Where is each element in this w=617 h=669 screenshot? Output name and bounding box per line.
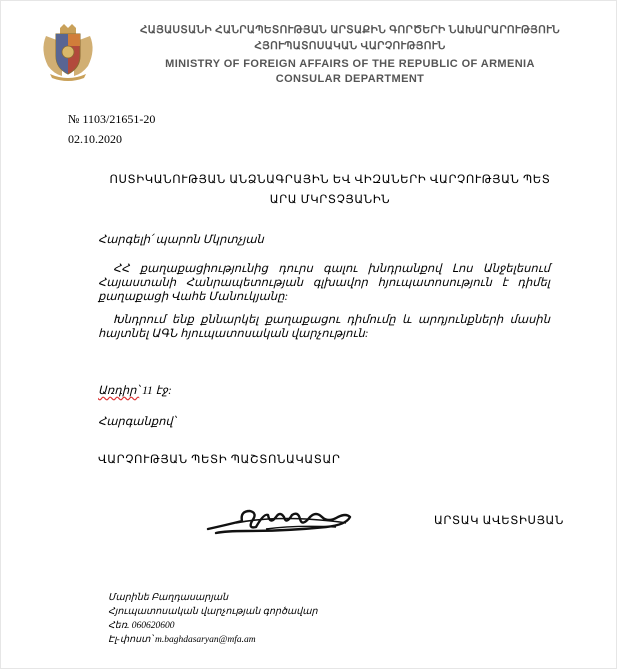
department-name-english: CONSULAR DEPARTMENT [275, 73, 425, 85]
greeting: Հարգելի՛ պարոն Մկրտչյան [98, 234, 264, 246]
body-paragraph-2: Խնդրում ենք քննարկել քաղաքացու դիմումը և արդյունքների մասին հայտնել ԱԳՆ հյուպատոսական վարչություն: [98, 314, 550, 340]
attachment-line [98, 383, 172, 397]
attachment-pages: 11 էջ: [139, 385, 172, 397]
contact-name: Մարինե Բաղդասարյան [108, 593, 229, 603]
signatory-title: ՎԱՐՉՈՒԹՅԱՆ ՊԵՏԻ ՊԱՇՏՈՆԱԿԱՏԱՐ [98, 454, 341, 466]
handwritten-signature [206, 503, 354, 537]
ministry-name-english: MINISTRY OF FOREIGN AFFAIRS OF THE REPUBLIC OF ARMENIA [165, 58, 535, 70]
attachment-label: Առդիր՝ [98, 385, 140, 397]
contact-phone: Հեռ. 060620600 [108, 621, 175, 631]
body-paragraph-1: ՀՀ քաղաքացիությունից դուրս գալու խնդրանքով Լոս Անջելեսում Հայաստանի Հանրապետության գլխավոր հյուպատոսություն է դիմել քաղաքացի Վահե Մանուկյանը: [98, 263, 550, 303]
reference-number: № 1103/21651-20 [68, 112, 156, 126]
ministry-name-armenian: ՀԱՅԱՍՏԱՆԻ ՀԱՆՐԱՊԵՏՈՒԹՅԱՆ ԱՐՏԱՔԻՆ ԳՈՐԾԵՐԻ ՆԱԽԱՐԱՐՈՒԹՅՈՒՆ [139, 24, 560, 36]
addressee-name: ԱՐԱ ՄԿՐՏՉՅԱՆԻՆ [269, 194, 391, 206]
contact-position: Հյուպատոսական վարչության գործավար [108, 607, 318, 617]
signatory-name: ԱՐՏԱԿ ԱՎԵՏԻՍՅԱՆ [434, 515, 564, 527]
letter-date: 02.10.2020 [68, 132, 122, 146]
armenia-coat-of-arms-icon [38, 22, 98, 82]
department-name-armenian: ՀՅՈՒՊԱՏՈՍԱԿԱՆ ՎԱՐՉՈՒԹՅՈՒՆ [254, 40, 446, 52]
contact-email: Էլ-փոստ՝ m.baghdasaryan@mfa.am [108, 635, 256, 645]
closing-phrase: Հարգանքով՝ [98, 416, 176, 428]
addressee-title: ՈՍՏԻԿԱՆՈՒԹՅԱՆ ԱՆՁՆԱԳՐԱՅԻՆ ԵՎ ՎԻԶԱՆԵՐԻ ՎԱՐՉՈՒԹՅԱՆ ՊԵՏ [109, 174, 551, 186]
